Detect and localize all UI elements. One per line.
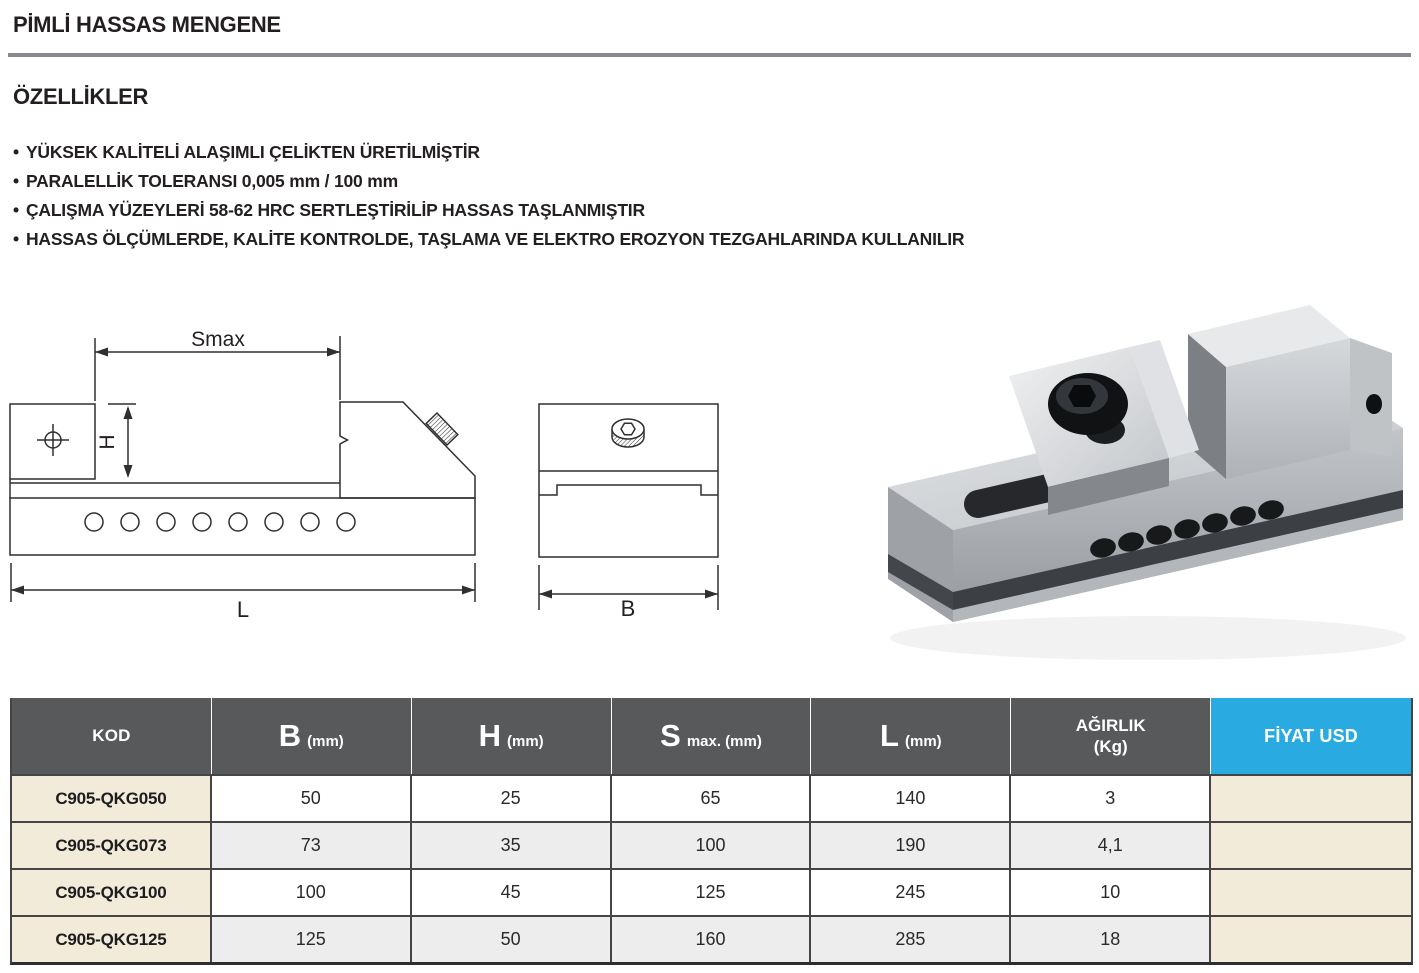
cell-code: C905-QKG100 — [12, 870, 212, 915]
b-dimension-label: B — [620, 596, 636, 618]
table-body — [12, 774, 1411, 962]
end-view-drawing — [528, 398, 730, 618]
pin-hole — [193, 513, 211, 531]
pin-hole — [337, 513, 355, 531]
title-divider — [8, 53, 1411, 57]
header-smax: S max. (mm) — [612, 698, 812, 774]
cell-weight: 10 — [1011, 870, 1211, 915]
cell-weight: 3 — [1011, 776, 1211, 821]
table-row — [12, 915, 1411, 962]
shadow — [890, 616, 1406, 660]
table-row — [12, 868, 1411, 915]
dim-arrow — [124, 465, 133, 478]
cell-weight: 18 — [1011, 917, 1211, 962]
cell-code: C905-QKG073 — [12, 823, 212, 868]
t-slot-profile — [539, 485, 718, 495]
page-title: PİMLİ HASSAS MENGENE — [13, 12, 281, 37]
dim-arrow — [95, 348, 108, 357]
product-photo — [858, 272, 1419, 672]
cell-price — [1211, 823, 1411, 868]
cell-price — [1211, 870, 1411, 915]
dim-arrow — [11, 586, 24, 595]
feature-item — [13, 196, 964, 225]
base-outline — [10, 498, 475, 555]
header-agirlik: AĞIRLIK (Kg) — [1011, 698, 1211, 774]
cell-b: 100 — [212, 870, 412, 915]
bullet-icon: • — [13, 200, 19, 220]
pin-hole — [121, 513, 139, 531]
table-row — [12, 774, 1411, 821]
cell-code: C905-QKG050 — [12, 776, 212, 821]
dim-arrow — [539, 590, 552, 599]
dim-arrow — [327, 348, 340, 357]
feature-item — [13, 225, 964, 254]
smax-dimension-label: Smax — [191, 328, 245, 351]
cell-l: 140 — [811, 776, 1011, 821]
cell-price — [1211, 917, 1411, 962]
dim-arrow — [124, 406, 133, 419]
h-dimension-label: H — [96, 434, 119, 450]
header-b: B (mm) — [212, 698, 412, 774]
cell-l: 285 — [811, 917, 1011, 962]
section-heading: ÖZELLİKLER — [13, 84, 149, 109]
screw-knurl — [426, 413, 458, 445]
movable-jaw-outline — [340, 402, 475, 498]
pin-hole — [157, 513, 175, 531]
bullet-icon: • — [13, 229, 19, 249]
cell-l: 245 — [811, 870, 1011, 915]
cell-s: 125 — [612, 870, 812, 915]
cell-weight: 4,1 — [1011, 823, 1211, 868]
header-fiyat: FİYAT USD — [1211, 698, 1411, 774]
pin-hole — [229, 513, 247, 531]
dim-arrow — [462, 586, 475, 595]
cell-h: 45 — [412, 870, 612, 915]
feature-text: PARALELLİK TOLERANSI 0,005 mm / 100 mm — [25, 171, 398, 191]
cell-price — [1211, 776, 1411, 821]
feature-list — [13, 138, 964, 254]
cell-s: 100 — [612, 823, 812, 868]
cell-code: C905-QKG125 — [12, 917, 212, 962]
feature-text: HASSAS ÖLÇÜMLERDE, KALİTE KONTROLDE, TAŞLAMA VE ELEKTRO EROZYON TEZGAHLARINDA KULLANILIR — [25, 229, 965, 249]
pin-hole — [85, 513, 103, 531]
header-l: L (mm) — [811, 698, 1011, 774]
end-hole — [1366, 394, 1382, 414]
cell-s: 160 — [612, 917, 812, 962]
pin-hole — [265, 513, 283, 531]
table-row — [12, 821, 1411, 868]
header-h: H (mm) — [412, 698, 612, 774]
cell-s: 65 — [612, 776, 812, 821]
side-view-drawing — [8, 326, 480, 628]
feature-item — [13, 167, 964, 196]
cell-b: 50 — [212, 776, 412, 821]
knurled-knob — [612, 419, 644, 447]
dim-arrow — [705, 590, 718, 599]
feature-item — [13, 138, 964, 167]
bullet-icon: • — [13, 171, 19, 191]
cell-l: 190 — [811, 823, 1011, 868]
table-header-row — [12, 698, 1411, 774]
header-kod: KOD — [12, 698, 212, 774]
feature-text: ÇALIŞMA YÜZEYLERİ 58-62 HRC SERTLEŞTİRİLİP HASSAS TAŞLANMIŞTIR — [25, 200, 645, 220]
cell-b: 73 — [212, 823, 412, 868]
feature-text: YÜKSEK KALİTELİ ALAŞIMLI ÇELİKTEN ÜRETİLMİŞTİR — [25, 142, 480, 162]
bullet-icon: • — [13, 142, 19, 162]
l-dimension-label: L — [236, 597, 250, 622]
spec-table — [10, 698, 1413, 965]
cell-h: 35 — [412, 823, 612, 868]
pin-hole — [301, 513, 319, 531]
cell-h: 50 — [412, 917, 612, 962]
cell-h: 25 — [412, 776, 612, 821]
cell-b: 125 — [212, 917, 412, 962]
